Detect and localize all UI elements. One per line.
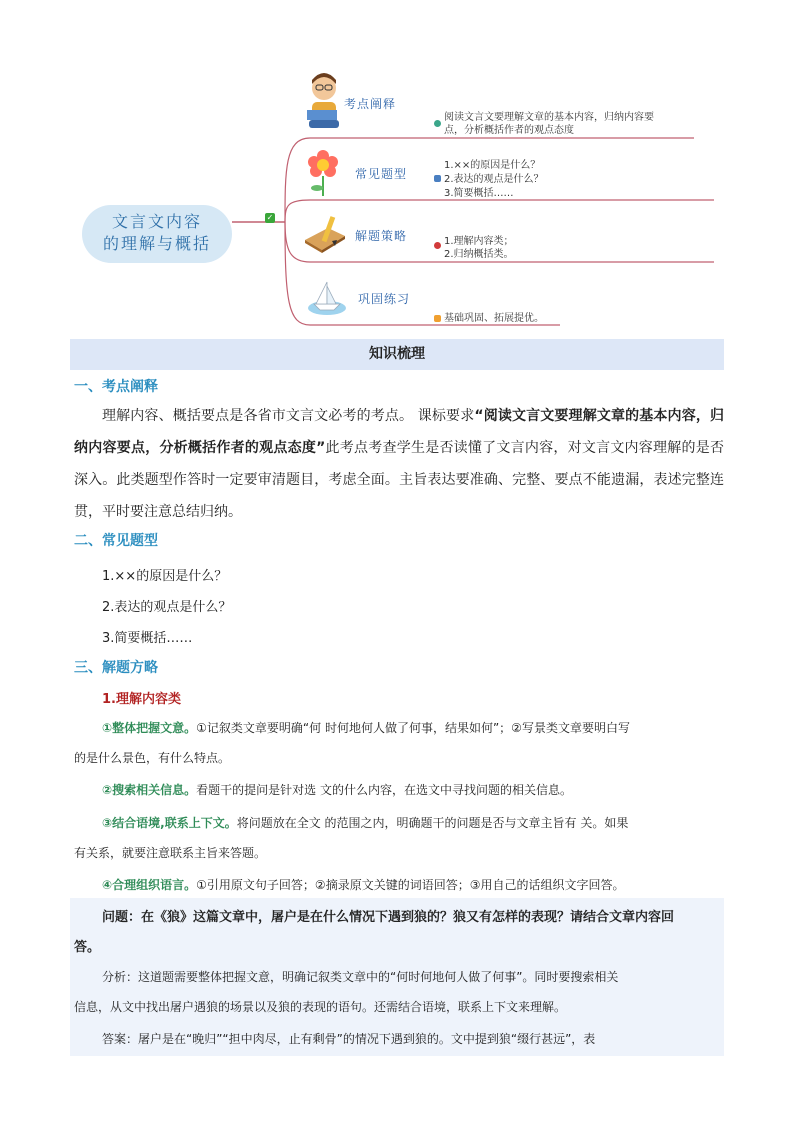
branch-desc-3-line1: 1.理解内容类； [444,236,514,247]
strategy-4-text: ①引用原文句子回答；②摘录原文关键的词语回答；③用自己的话组织文字回答。 [196,878,625,892]
orange-bullet-icon [434,315,441,322]
book-pencil-icon [302,214,348,254]
strategy-3-label: ③结合语境,联系上下文。 [102,816,237,830]
mind-map-central-node [82,205,232,263]
branch-desc-1-line1: 阅读文言文要理解文章的基本内容，归纳内容要 [444,112,654,123]
strategy-2-line [74,775,724,805]
strategy-4-line [74,870,724,900]
person-bullet-icon [434,175,441,182]
strategy-1-label: ①整体把握文意。 [102,721,197,735]
circle-bullet-icon [434,120,441,127]
mind-map [0,0,794,335]
strategy-1-line-1 [74,713,724,743]
paragraph-part-a: 理解内容、概括要点是各省市文言文必考的考点。 课标要求 [102,408,475,424]
paragraph-part-c: 此考点考查学生是否读懂了文言内容，对文言文内容理解的是否深入。此类题型作答时一定要审清题目，考虑全面。主旨表达要准确、完整、要点不能遗漏，表述完整连贯，平时要注意总结归纳。 [74,440,724,520]
section-title-band: 知识梳理 [70,339,724,370]
branch-label-2: 常见题型 [355,167,408,181]
check-icon: ✓ [266,213,274,222]
central-line-2: 的理解与概括 [102,234,211,253]
strategy-2-text: 看题干的提问是针对选 文的什么内容，在选文中寻找问题的相关信息。 [196,783,572,797]
branch-desc-2-line2: 2.表达的观点是什么？ [444,174,544,185]
branch-label-4: 巩固练习 [358,292,411,306]
central-line-1: 文言文内容 [111,212,202,231]
strategy-3-line-1 [74,808,724,838]
example-question-line-2: 答。 [74,940,101,955]
example-answer-line-1: 答案：屠户是在“晚归”“担中肉尽，止有剩骨”的情况下遇到狼的。文中提到狼“缀行甚远”，表 [102,1032,596,1046]
branch-desc-4-line1: 基础巩固、拓展提优。 [444,313,544,324]
strategy-3-line-2: 有关系，就要注意联系主旨来答题。 [74,846,267,860]
paper-boat-icon [306,274,348,320]
reading-boy-icon [303,70,345,132]
strategy-1-line-2: 的是什么景色，有什么特点。 [74,751,231,765]
section-heading-2: 二、常见题型 [74,533,158,549]
branch-label-3: 解题策略 [355,229,408,243]
question-type-3: 3.简要概括…… [102,631,193,646]
strategy-1-text-a: ①记叙类文章要明确“何 时何地何人做了何事，结果如何”；②写景类文章要明白写 [196,721,630,735]
strategy-3-text-a: 将问题放在全文 的范围之内，明确题干的问题是否与文章主旨有 关。如果 [236,816,629,830]
subheading-understand-content: 1.理解内容类 [102,692,181,707]
example-analysis-line-2: 信息，从文中找出屠户遇狼的场景以及狼的表现的语句。还需结合语境，联系上下文来理解。 [74,1000,567,1014]
strategy-4-label: ④合理组织语言。 [102,878,197,892]
section-heading-1: 一、考点阐释 [74,379,158,395]
curriculum-quote: “阅读文言文要理解文章的基本内容，归纳内容要点，分析概括作者的观点态度” [74,408,724,456]
example-question-line-1: 问题：在《狼》这篇文章中，屠户是在什么情况下遇到狼的？狼又有怎样的表现？请结合文章内容回 [102,910,675,925]
branch-label-1: 考点阐释 [344,97,397,111]
question-type-1: 1.××的原因是什么？ [102,569,228,584]
question-type-2: 2.表达的观点是什么？ [102,600,232,615]
section-heading-3: 三、解题方略 [74,660,158,676]
red-bullet-icon [434,242,441,249]
flower-icon [305,148,341,198]
example-analysis-line-1: 分析：这道题需要整体把握文意，明确记叙类文章中的“何时何地何人做了何事”。同时要搜索相关 [102,970,619,984]
branch-desc-1-line2: 点，分析概括作者的观点态度 [444,125,574,136]
branch-desc-2-line3: 3.简要概括…… [444,188,514,199]
strategy-2-label: ②搜索相关信息。 [102,783,197,797]
section-1-paragraph [74,400,724,528]
branch-desc-2-line1: 1.××的原因是什么？ [444,160,541,171]
branch-desc-3-line2: 2.归纳概括类。 [444,249,514,260]
